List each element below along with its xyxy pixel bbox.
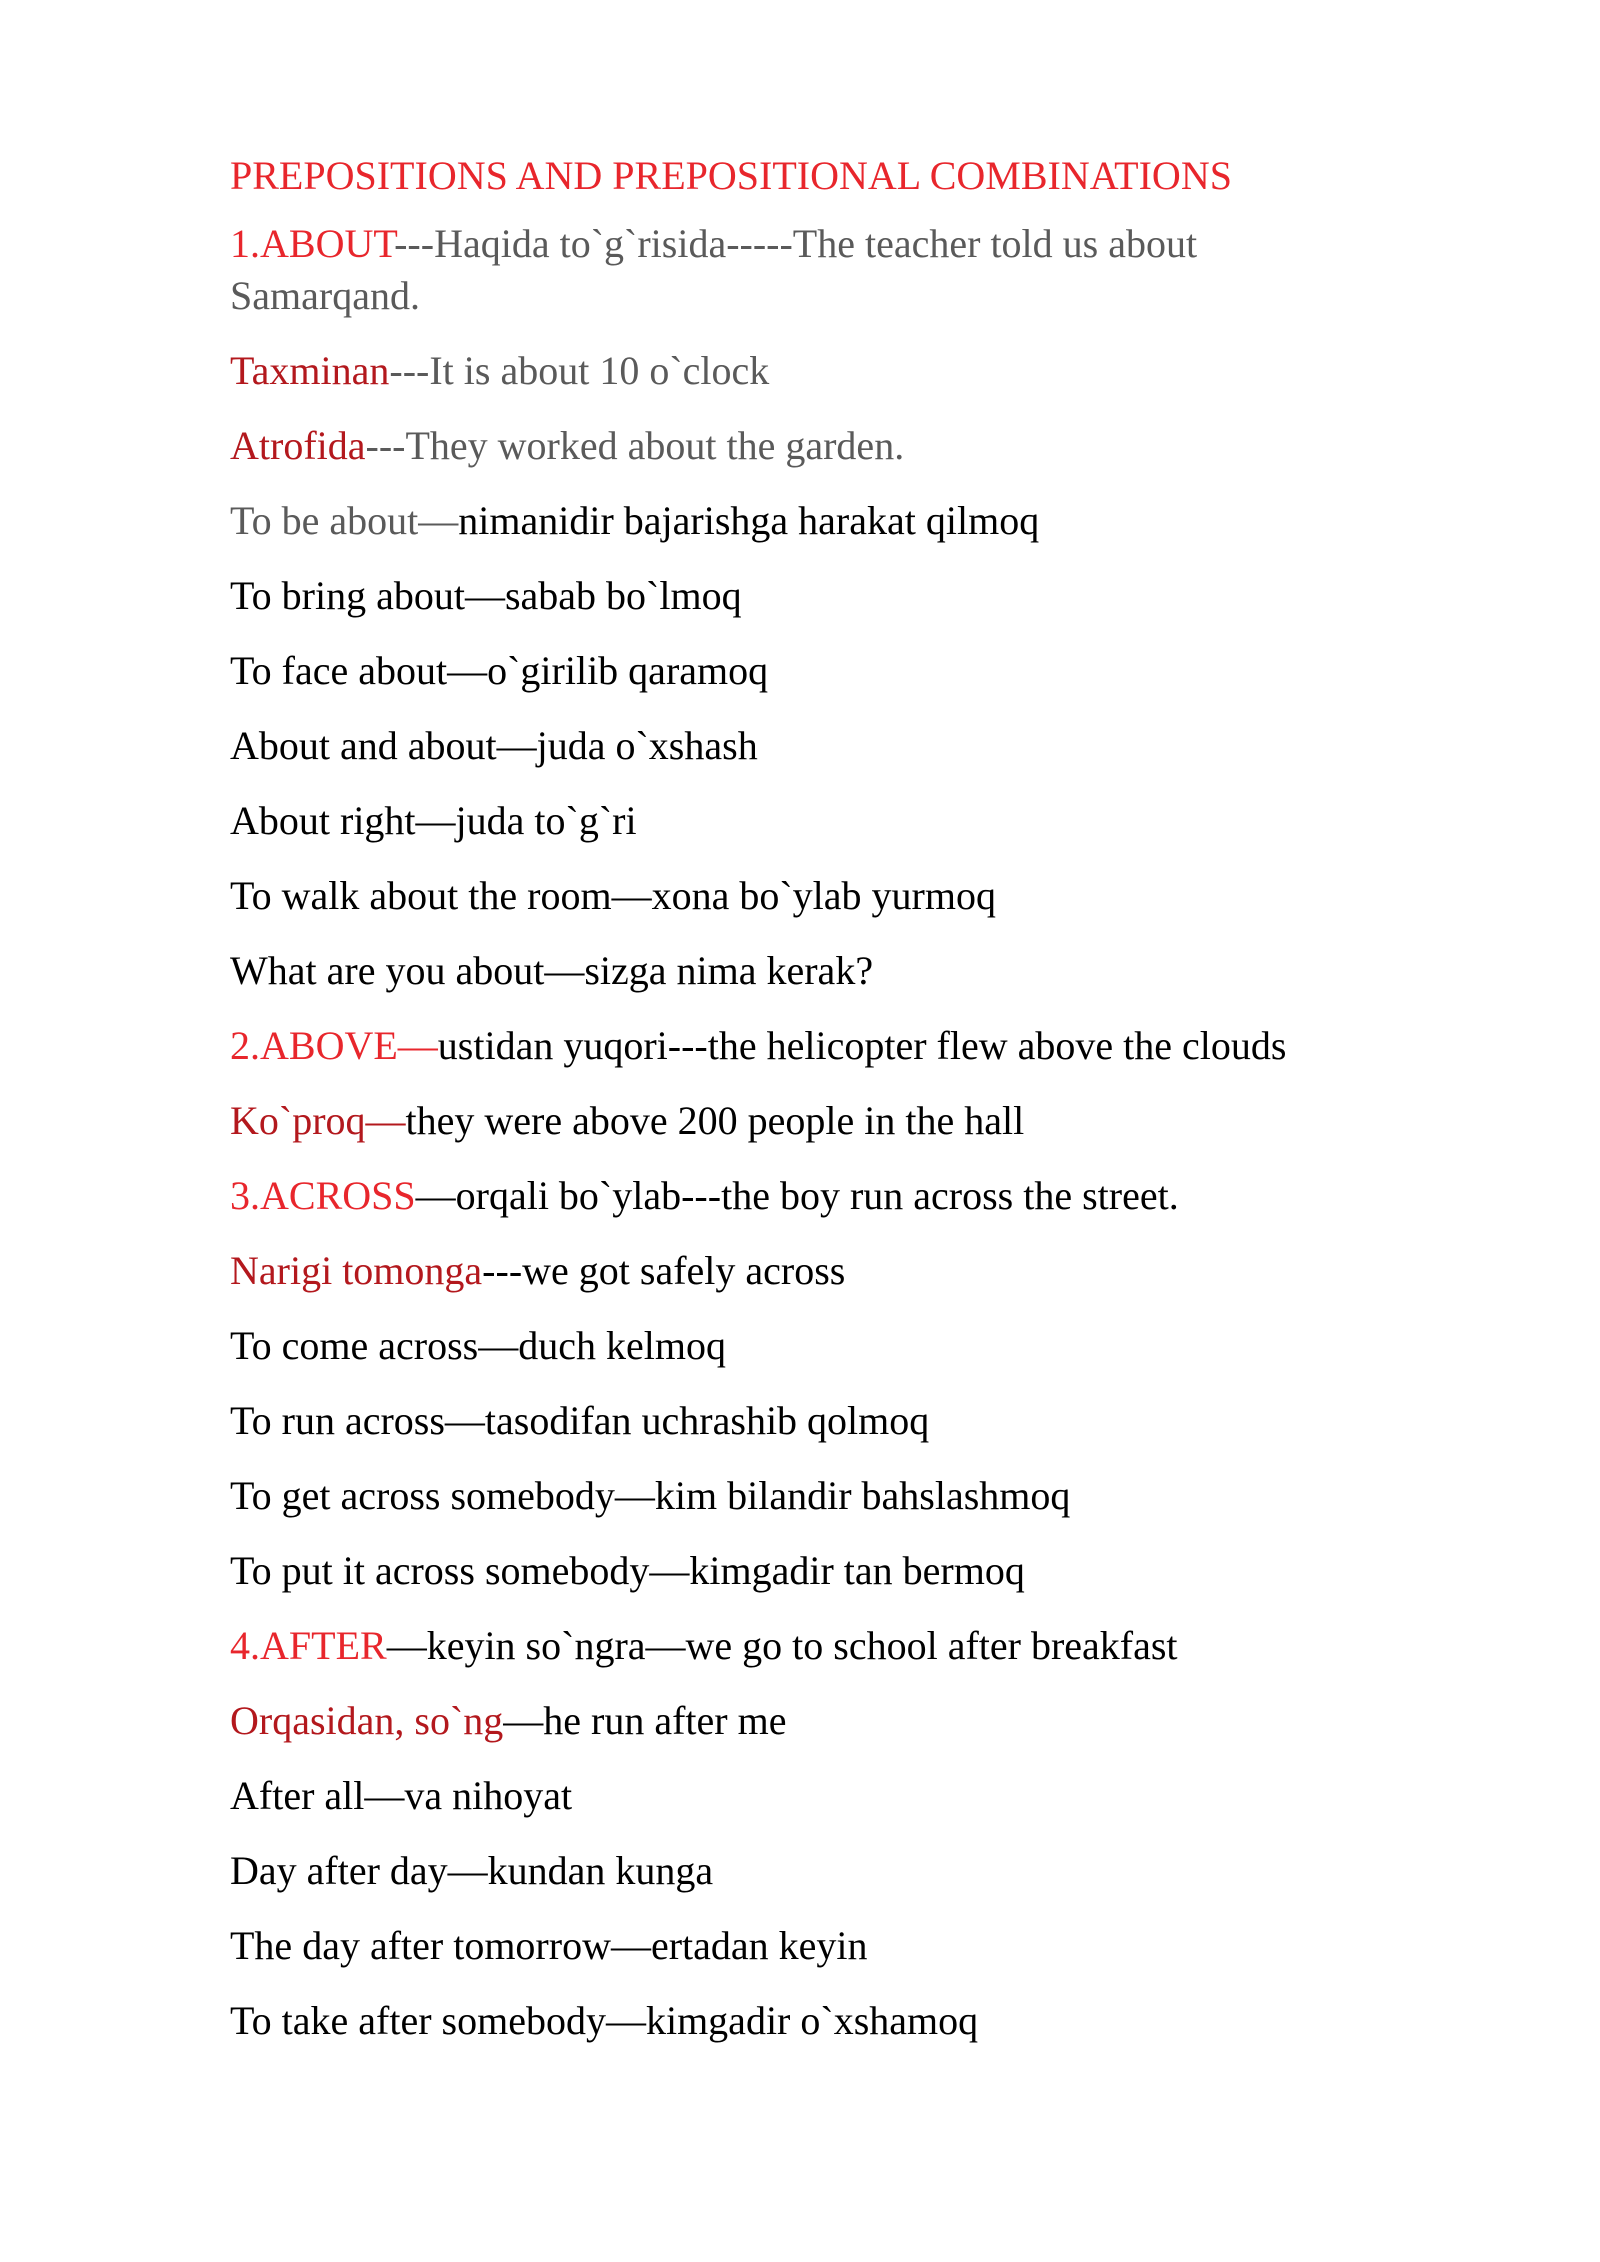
entry-line <box>230 1470 1390 1522</box>
entry-text: To come across—duch kelmoq <box>230 1323 726 1368</box>
entry-line <box>230 945 1390 997</box>
entry-text: 1.ABOUT <box>230 221 395 266</box>
entry-line <box>230 795 1390 847</box>
entry-text: ---It is about 10 o`clock <box>389 348 770 393</box>
entry-line <box>230 345 1390 397</box>
entry-text: About right—juda to`g`ri <box>230 798 637 843</box>
document-title: PREPOSITIONS AND PREPOSITIONAL COMBINATIONS <box>230 153 1232 198</box>
entry-text: To take after somebody—kimgadir o`xshamoq <box>230 1998 979 2043</box>
entry-text: they were above 200 people in the hall <box>405 1098 1025 1143</box>
entry-line <box>230 1095 1390 1147</box>
entry-text: Ko`proq— <box>230 1098 406 1143</box>
entry-line <box>230 1245 1390 1297</box>
entry-text: Taxminan <box>230 348 390 393</box>
entry-line <box>230 1170 1390 1222</box>
entry-text: To put it across somebody—kimgadir tan bermoq <box>230 1548 1025 1593</box>
entry-text: —he run after me <box>503 1698 787 1743</box>
entry-text: The day after tomorrow—ertadan keyin <box>230 1923 868 1968</box>
entry-text: To face about—o`girilib qaramoq <box>230 648 769 693</box>
entry-text: To walk about the room—xona bo`ylab yurmoq <box>230 873 996 918</box>
entry-line <box>230 720 1390 772</box>
entry-text: —keyin so`ngra—we go to school after breakfast <box>386 1623 1178 1668</box>
entry-line <box>230 218 1390 322</box>
entry-text: To run across—tasodifan uchrashib qolmoq <box>230 1398 930 1443</box>
entry-line <box>230 1320 1390 1372</box>
entry-line <box>230 570 1390 622</box>
entry-line <box>230 870 1390 922</box>
entry-text: 4.AFTER <box>230 1623 387 1668</box>
entry-line <box>230 1020 1390 1072</box>
entry-text: nimanidir bajarishga harakat qilmoq <box>458 498 1040 543</box>
document-content <box>230 150 1390 2070</box>
entry-line <box>230 645 1390 697</box>
entry-line <box>230 495 1390 547</box>
entry-line <box>230 1545 1390 1597</box>
entry-line <box>230 1770 1390 1822</box>
entry-text: Orqasidan, so`ng <box>230 1698 504 1743</box>
entry-text: 3.ACROSS <box>230 1173 416 1218</box>
entry-text: Atrofida <box>230 423 366 468</box>
entry-text: 2.ABOVE— <box>230 1023 438 1068</box>
entry-text: ---They worked about the garden. <box>365 423 905 468</box>
entry-text: ---we got safely across <box>482 1248 846 1293</box>
entry-text: Day after day—kundan kunga <box>230 1848 714 1893</box>
entry-text: ---Haqida to`g`risida-----The teacher told us about Samarqand. <box>230 221 1208 318</box>
entry-line <box>230 1620 1390 1672</box>
entry-text: To get across somebody—kim bilandir bahslashmoq <box>230 1473 1071 1518</box>
entry-list <box>230 218 1390 2047</box>
entry-line <box>230 1995 1390 2047</box>
entry-text: —orqali bo`ylab---the boy run across the street. <box>415 1173 1179 1218</box>
entry-line <box>230 1845 1390 1897</box>
entry-text: To be about— <box>230 498 459 543</box>
entry-text: ustidan yuqori---the helicopter flew above the clouds <box>437 1023 1287 1068</box>
entry-text: About and about—juda o`xshash <box>230 723 758 768</box>
entry-text: To bring about—sabab bo`lmoq <box>230 573 742 618</box>
entry-text: What are you about—sizga nima kerak? <box>230 948 874 993</box>
entry-line <box>230 1920 1390 1972</box>
entry-line <box>230 1695 1390 1747</box>
entry-line <box>230 1395 1390 1447</box>
entry-line <box>230 420 1390 472</box>
entry-text: Narigi tomonga <box>230 1248 483 1293</box>
entry-text: After all—va nihoyat <box>230 1773 573 1818</box>
